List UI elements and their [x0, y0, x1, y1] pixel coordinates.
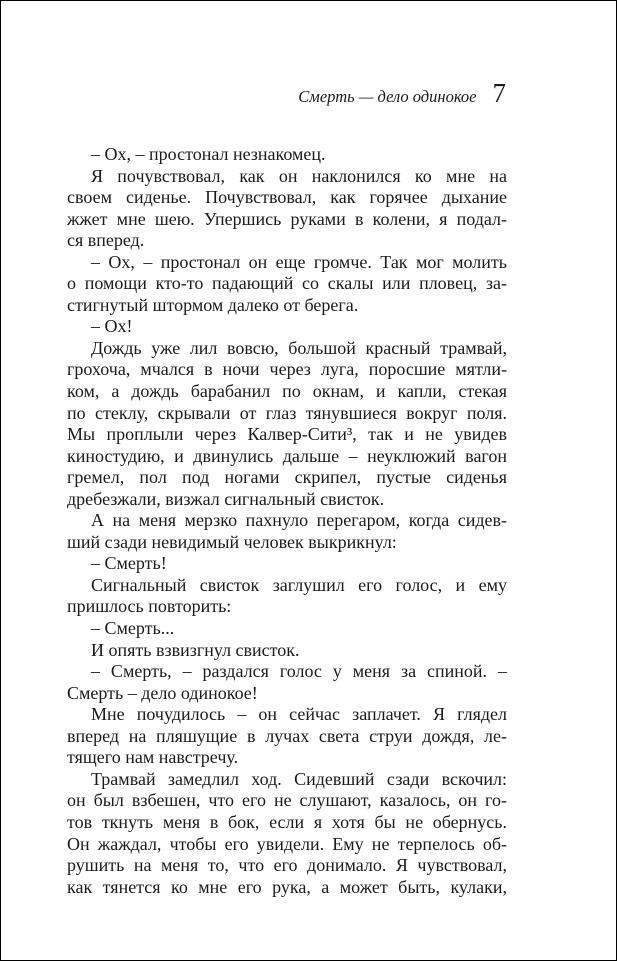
running-title: Смерть — дело одинокое [298, 87, 477, 106]
text-line: Он жаждал, чтобы его увидели. Ему не терпелось об- [67, 833, 507, 854]
body-text [67, 144, 507, 898]
text-line: тов ткнуть меня в бок, если я хотя бы не обернусь. [67, 811, 507, 832]
text-line: – Смерть! [91, 553, 167, 574]
running-head [200, 78, 506, 109]
text-line: ком, а дождь барабанил по окнам, и капли, стекая [67, 381, 507, 402]
text-line: – Ох, – простонал он еще громче. Так мог молить [91, 251, 507, 272]
text-line: – Смерть... [91, 618, 175, 639]
text-line: как тянется ко мне его рука, а может быть, кулаки, [67, 876, 507, 897]
text-line: гремел, пол под ногами скрипел, пустые сиденья [67, 467, 507, 488]
text-line: – Смерть, – раздался голос у меня за спиной. – [91, 661, 507, 682]
text-line: Смерть – дело одинокое! [67, 682, 258, 703]
page-number: 7 [492, 78, 506, 108]
text-line: ший сзади невидимый человек выкрикнул: [67, 531, 397, 552]
text-line: Сигнальный свисток заглушил его голос, и ему [91, 574, 507, 595]
text-line: Мы проплыли через Калвер-Сити³, так и не увидев [67, 424, 507, 445]
text-line: пришлось повторить: [67, 596, 232, 617]
text-line: Мне почудилось – он сейчас заплачет. Я глядел [91, 704, 507, 725]
text-line: А на меня мерзко пахнуло перегаром, когда сидев- [91, 510, 507, 531]
text-line: дребезжали, визжал сигнальный свисток. [67, 488, 385, 509]
text-line: грохоча, мчался в ночи через луга, поросшие мятли- [67, 359, 507, 380]
text-line: – Ох, – простонал незнакомец. [91, 144, 326, 164]
text-line: Дождь уже лил вовсю, большой красный трамвай, [91, 337, 507, 358]
text-line: стигнутый штормом далеко от берега. [67, 294, 359, 315]
text-line: рушить на меня то, что его донимало. Я чувствовал, [67, 855, 507, 876]
text-line: о помощи кто-то падающий со скалы или пловец, за- [67, 273, 507, 294]
text-line: он был взбешен, что его не слушают, казалось, он го- [67, 790, 507, 811]
text-line: по стеклу, скрывали от глаз тянувшиеся вокруг поля. [67, 402, 507, 423]
text-line: жжет мне шею. Упершись руками в колени, я подал- [67, 208, 507, 229]
text-line: Я почувствовал, как он наклонился ко мне на [91, 165, 507, 186]
text-line: тящего нам навстречу. [67, 747, 239, 768]
text-line: Трамвай замедлил ход. Сидевший сзади вскочил: [91, 768, 507, 789]
text-line: своем сиденье. Почувствовал, как горячее дыхание [67, 187, 507, 208]
text-line: ся вперед. [67, 230, 145, 251]
text-line: И опять взвизгнул свисток. [91, 639, 300, 660]
text-line: вперед на пляшущие в лучах света струи дождя, ле- [67, 725, 507, 746]
text-line: – Ох! [91, 316, 133, 337]
text-line: киностудию, и двинулись дальше – неуклюжий вагон [67, 445, 507, 466]
